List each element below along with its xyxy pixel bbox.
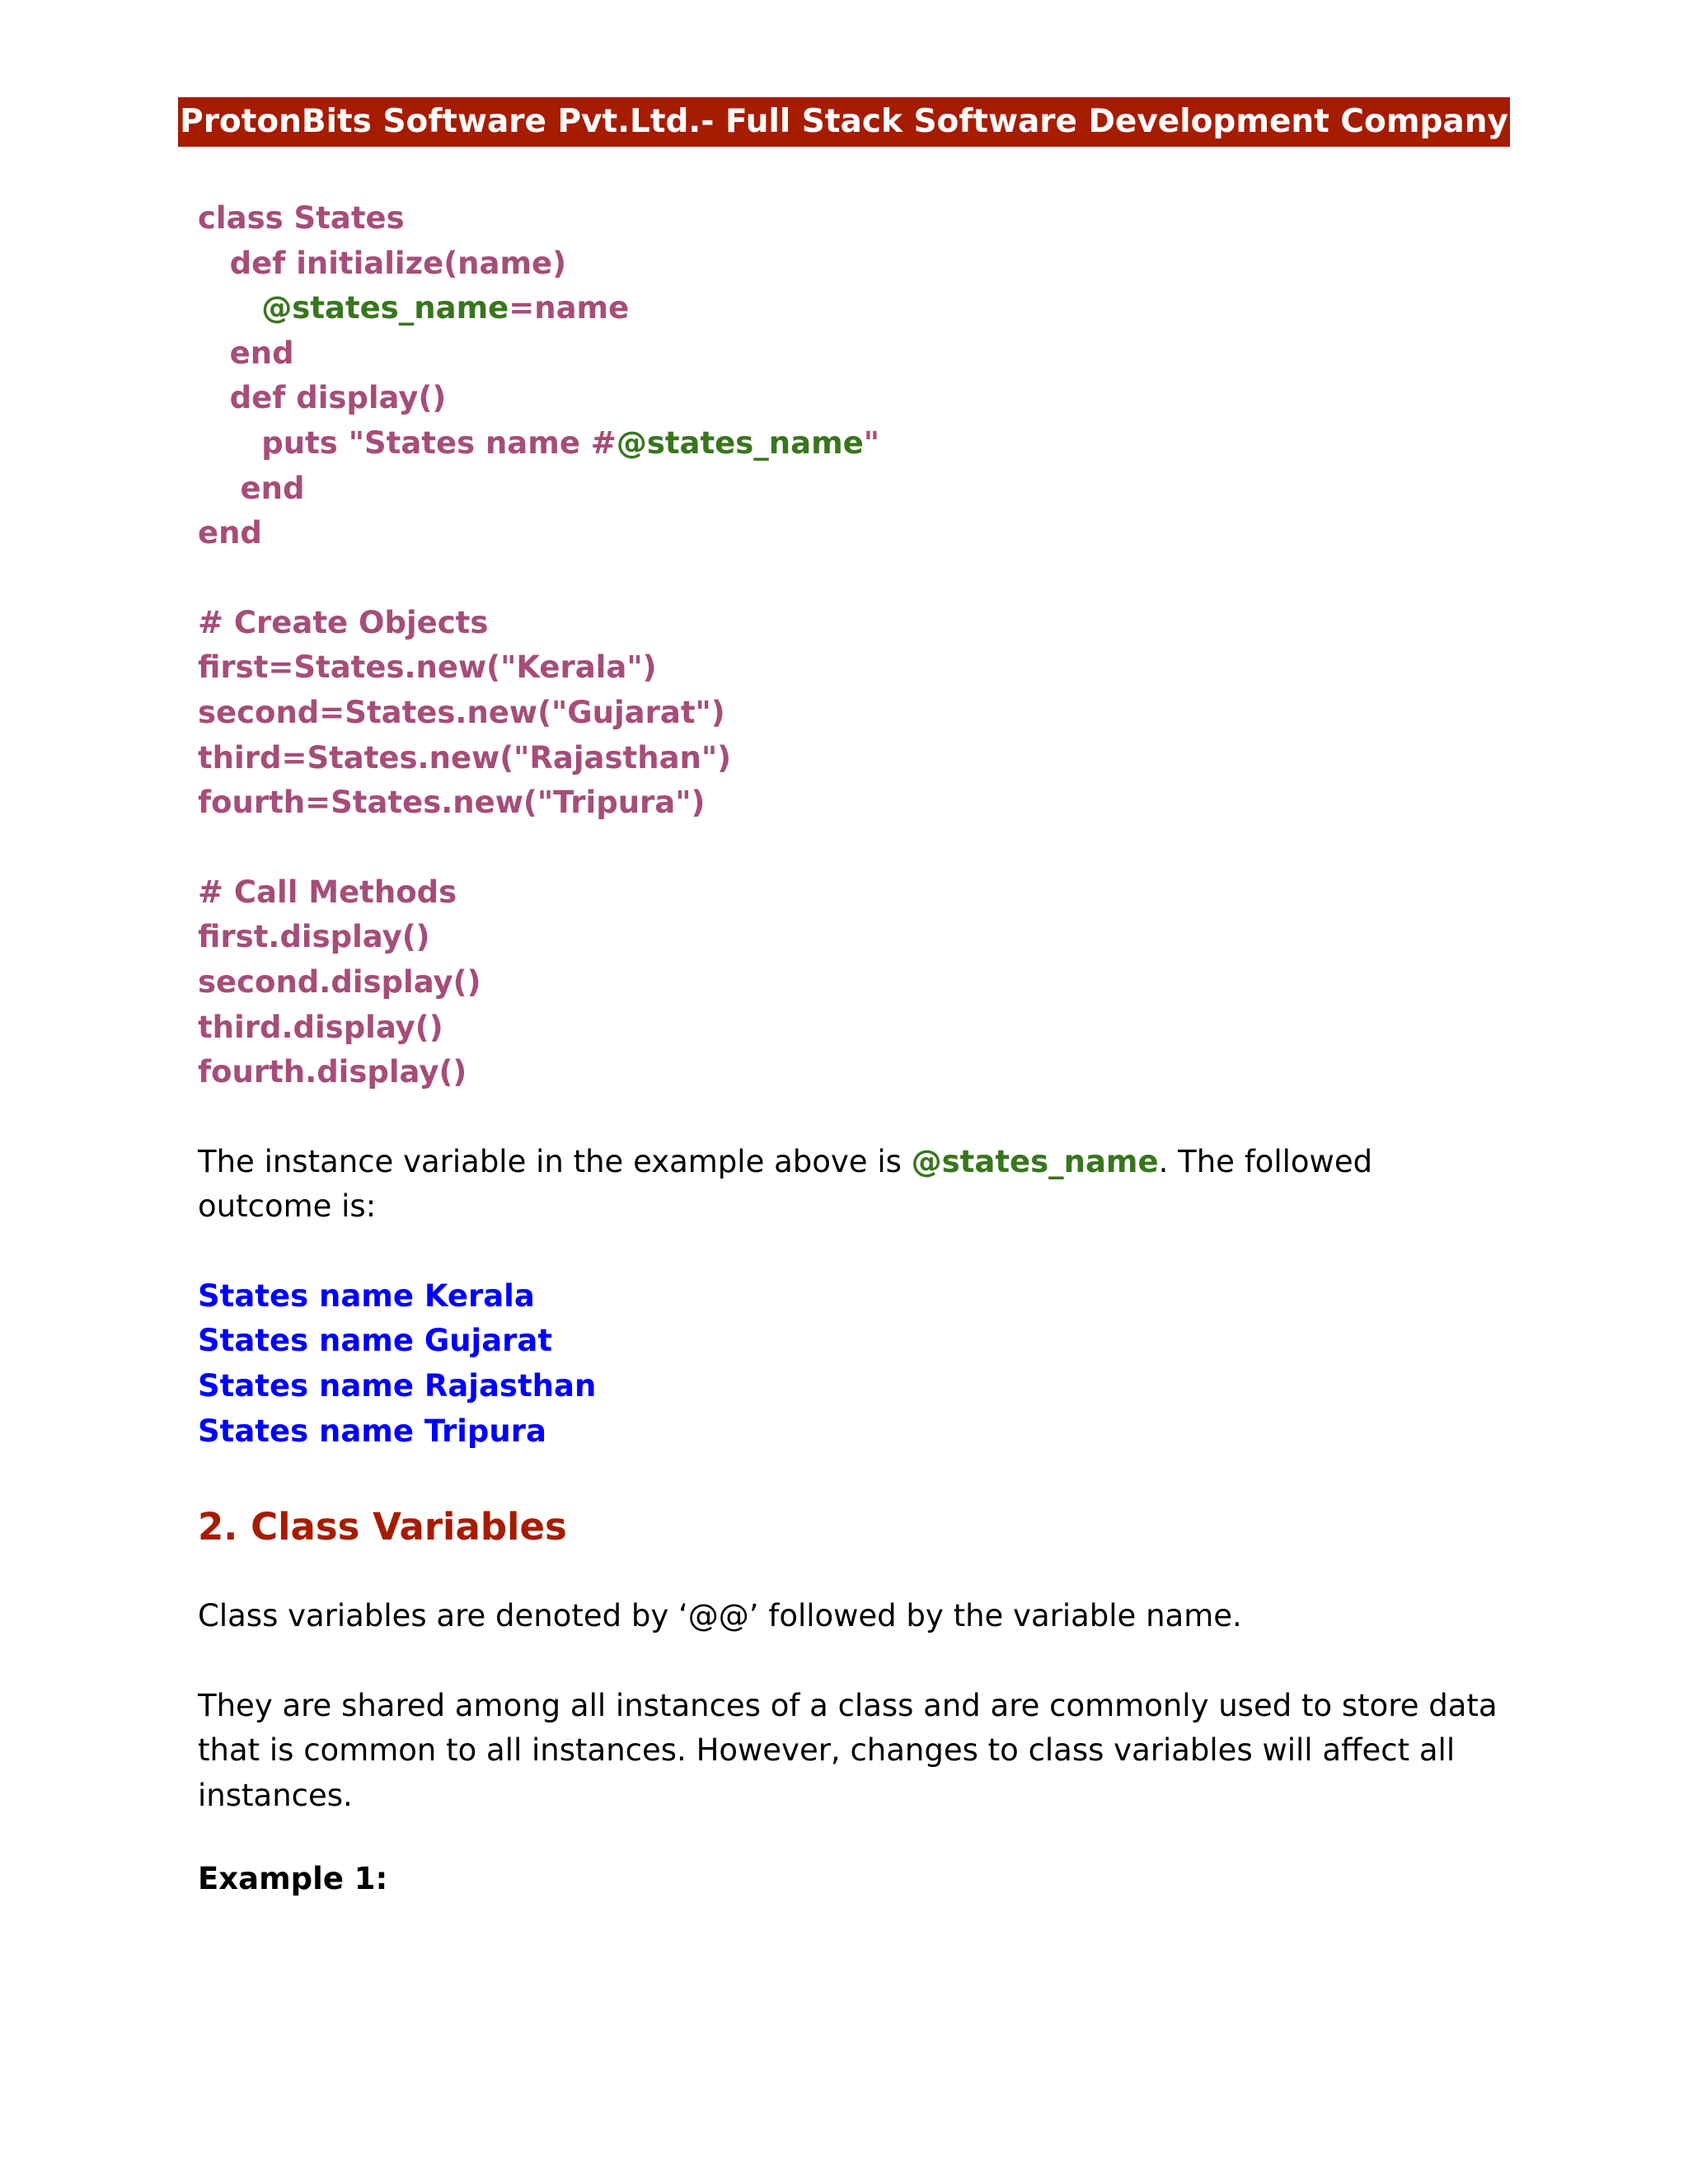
- instance-variable: @states_name: [261, 290, 509, 326]
- code-comment: # Call Methods: [198, 874, 457, 910]
- code-line: def display(): [198, 380, 447, 416]
- code-text: puts "States name #: [198, 424, 617, 461]
- explanation-paragraph: [198, 1140, 1500, 1230]
- example-label: Example 1:: [198, 1860, 388, 1896]
- output-line: States name Gujarat: [198, 1323, 553, 1359]
- code-line: end: [198, 335, 294, 371]
- spacer: [198, 1095, 1500, 1140]
- spacer: [198, 826, 1500, 870]
- code-line: fourth.display(): [198, 1054, 467, 1090]
- output-line: States name Kerala: [198, 1277, 535, 1314]
- instance-variable: @states_name: [616, 424, 864, 461]
- code-line: third.display(): [198, 1009, 443, 1045]
- document-content: [198, 196, 1500, 1901]
- code-comment: # Create Objects: [198, 604, 489, 640]
- code-line: end: [198, 470, 305, 506]
- code-block-class-definition: [198, 196, 1500, 556]
- code-block-create-objects: [198, 601, 1500, 826]
- code-line: first=States.new("Kerala"): [198, 649, 657, 686]
- code-block-call-methods: [198, 870, 1500, 1095]
- code-line: second=States.new("Gujarat"): [198, 694, 725, 730]
- code-text: =name: [509, 290, 630, 326]
- spacer: [198, 1639, 1500, 1684]
- spacer: [198, 556, 1500, 601]
- spacer: [198, 1819, 1500, 1857]
- code-line: [198, 286, 1500, 331]
- output-line: States name Rajasthan: [198, 1368, 597, 1404]
- code-text: ": [863, 424, 880, 461]
- section-paragraph: They are shared among all instances of a class and are commonly used to store data that is common to all instances. However, changes to class variables will affect all instances.: [198, 1687, 1498, 1814]
- company-banner: ProtonBits Software Pvt.Ltd.- Full Stack Software Development Company: [178, 97, 1510, 147]
- output-block: [198, 1274, 1500, 1454]
- code-line: end: [198, 515, 262, 551]
- code-line: [198, 421, 1500, 466]
- spacer: [198, 1454, 1500, 1500]
- spacer: [198, 1554, 1500, 1594]
- code-line: def initialize(name): [198, 245, 567, 281]
- instance-variable: @states_name: [911, 1143, 1159, 1179]
- code-line: second.display(): [198, 963, 481, 1000]
- code-line: class States: [198, 200, 405, 236]
- explanation-text: The instance variable in the example above is: [198, 1143, 912, 1179]
- code-text: [198, 290, 261, 326]
- code-line: first.display(): [198, 919, 430, 955]
- spacer: [198, 1230, 1500, 1274]
- section-heading: 2. Class Variables: [198, 1505, 567, 1549]
- output-line: States name Tripura: [198, 1413, 546, 1449]
- section-paragraph: Class variables are denoted by ‘@@’ followed by the variable name.: [198, 1598, 1242, 1634]
- code-line: third=States.new("Rajasthan"): [198, 739, 732, 776]
- explanation-text: . The followed outcome is:: [198, 1143, 1373, 1225]
- banner-container: [0, 97, 1688, 147]
- code-line: fourth=States.new("Tripura"): [198, 785, 706, 821]
